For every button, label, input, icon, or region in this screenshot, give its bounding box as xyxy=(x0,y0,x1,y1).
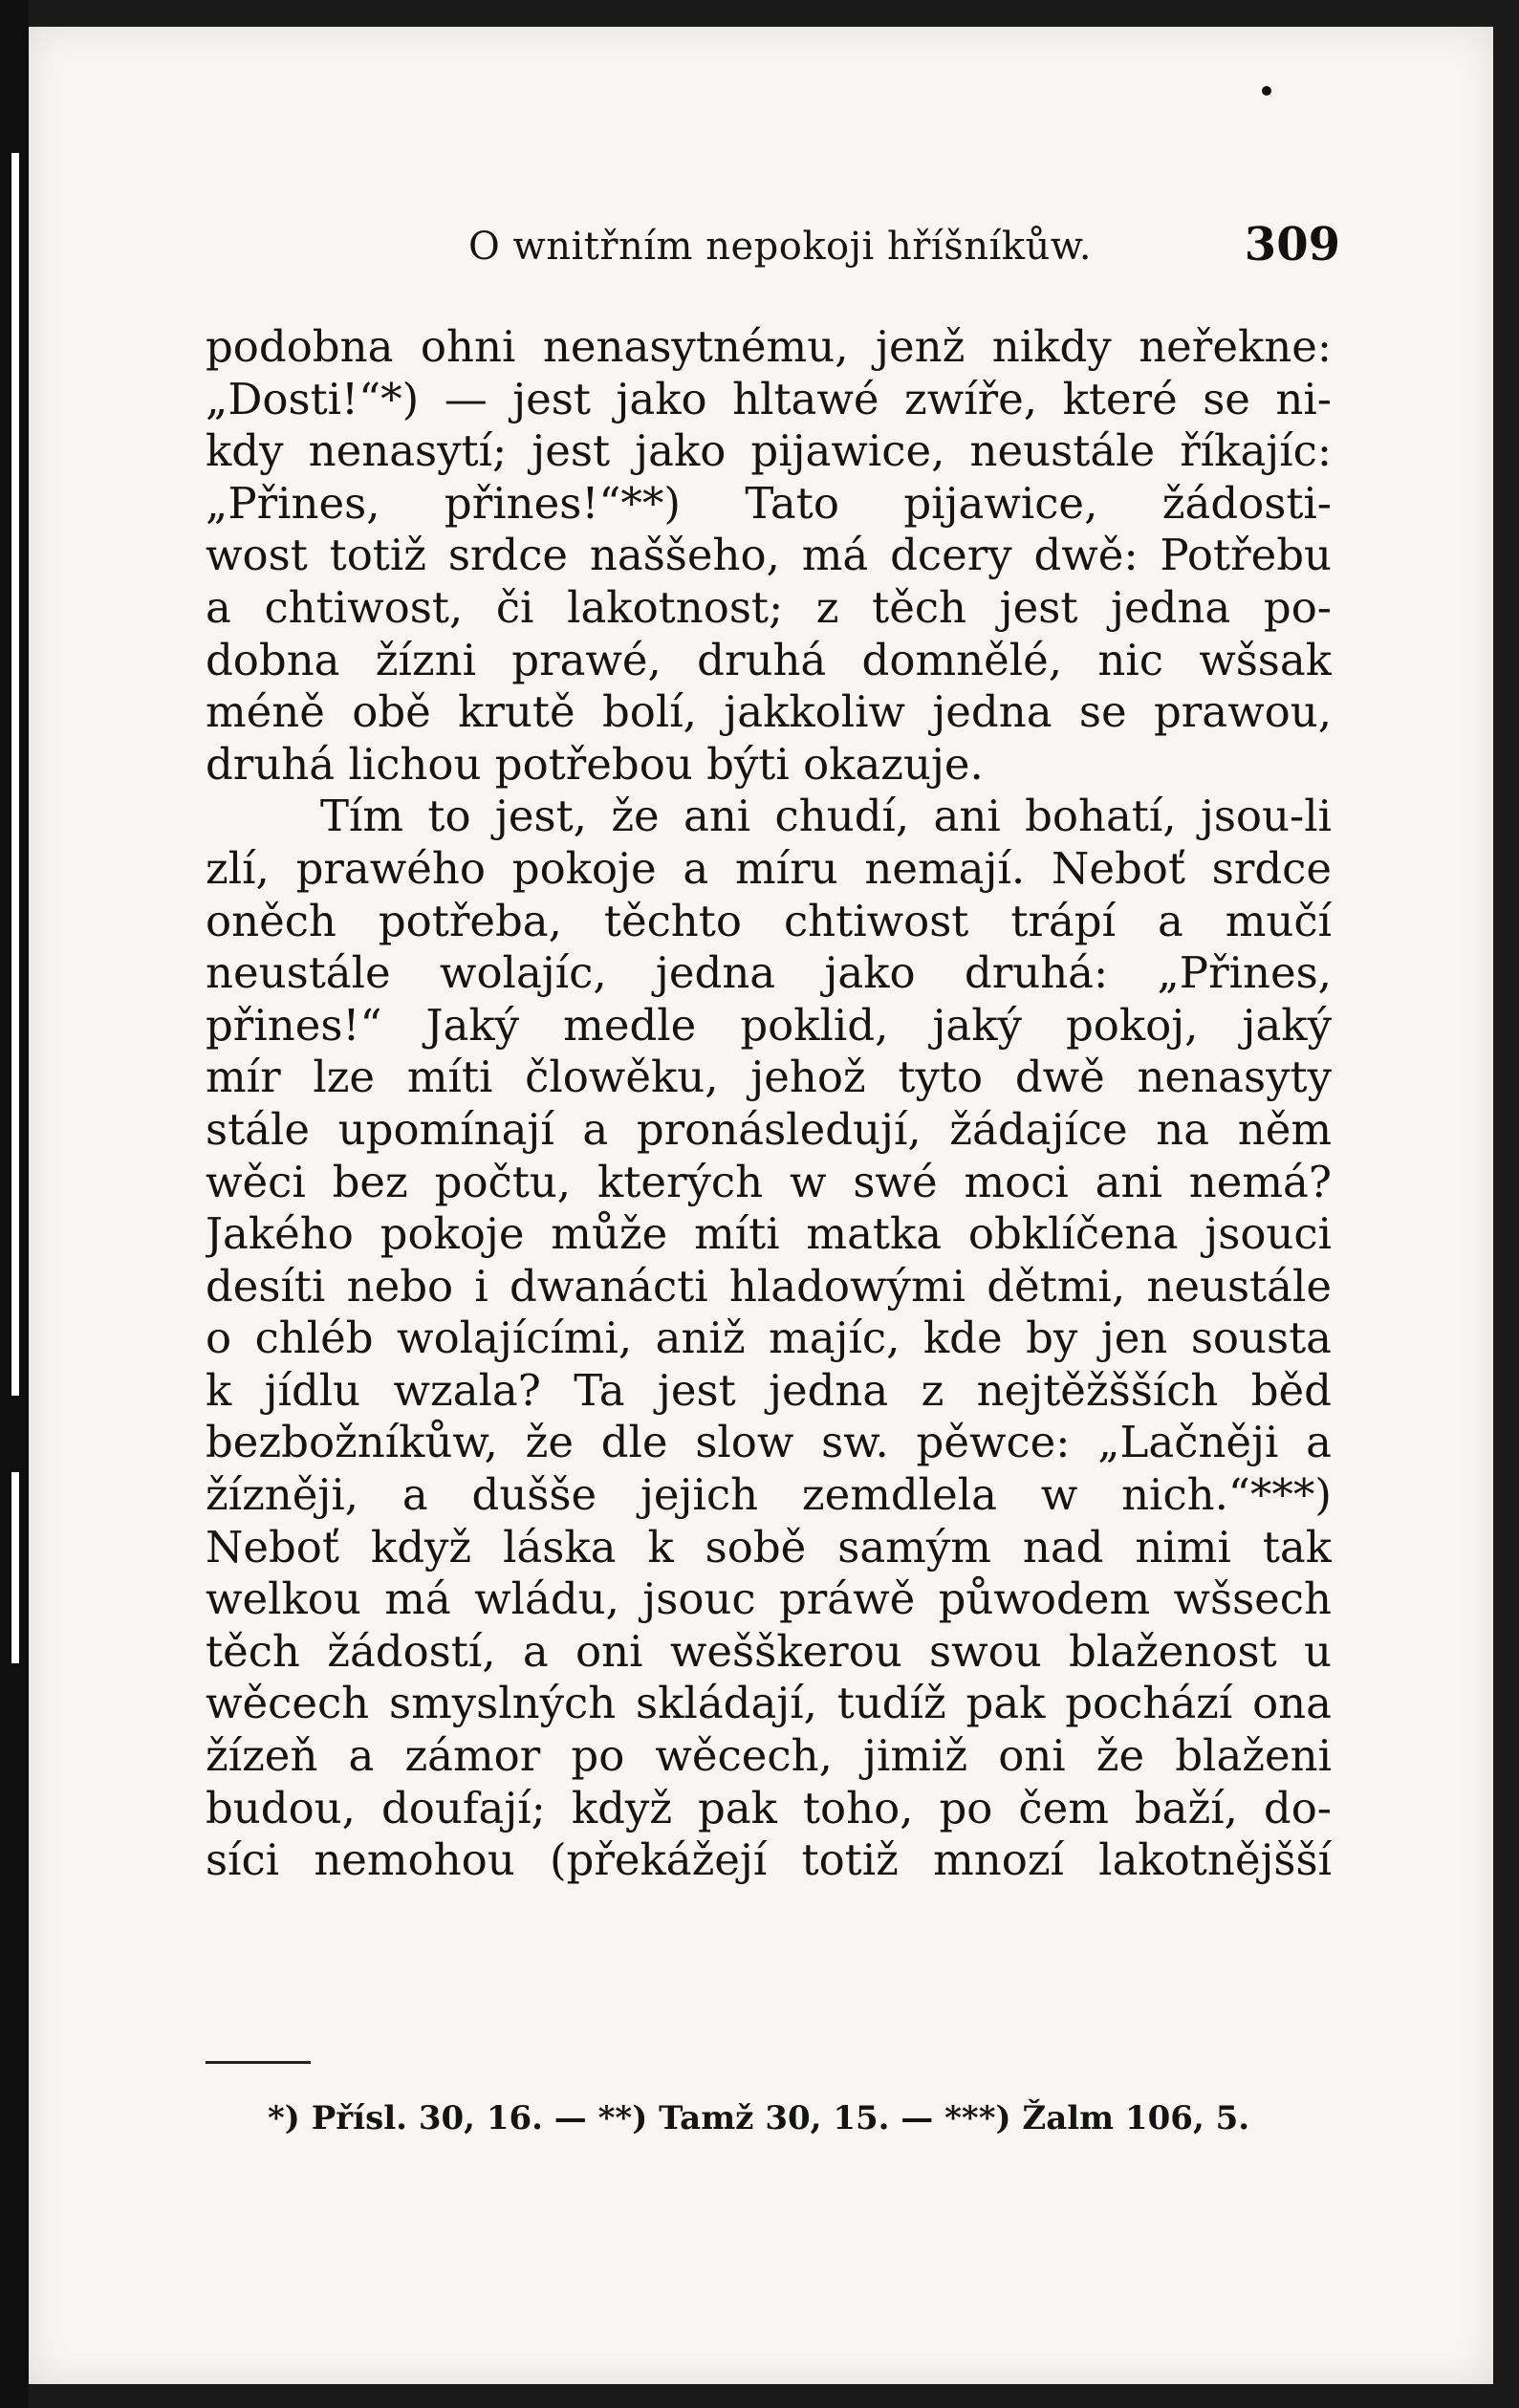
text-line: welkou má wládu, jsouc práwě půwodem wšsech xyxy=(206,1573,1332,1625)
text-line: „Dosti!“*) — jest jako hltawé zwíře, které se ni- xyxy=(206,373,1332,424)
book-page xyxy=(29,27,1493,2384)
binding-highlight xyxy=(11,153,19,1396)
text-line: přines!“ Jaký medle poklid, jaký pokoj, jaký xyxy=(206,999,1332,1051)
text-line: kdy nenasytí; jest jako pijawice, neustále říkajíc: xyxy=(206,425,1332,477)
text-line: méně obě krutě bolí, jakkoliw jedna se prawou, xyxy=(206,686,1332,738)
text-line: o chléb wolajícími, aniž majíc, kde by jen sousta xyxy=(206,1312,1332,1364)
text-line: neustále wolajíc, jedna jako druhá: „Přines, xyxy=(206,947,1332,999)
text-line: zlí, prawého pokoje a míru nemají. Neboť srdce xyxy=(206,842,1332,894)
text-line-paragraph-start: Tím to jest, že ani chudí, ani bohatí, jsou-li xyxy=(320,791,1332,842)
footnote-rule xyxy=(206,2061,311,2064)
text-line: druhá lichou potřebou býti okazuje. xyxy=(206,738,984,790)
footnotes: *) Přísl. 30, 16. — **) Tamž 30, 15. — ***) Žalm 106, 5. xyxy=(268,2099,1250,2137)
text-line: Jakého pokoje může míti matka obklíčena jsouci xyxy=(206,1208,1332,1260)
page-header xyxy=(29,218,1493,285)
body-text xyxy=(206,321,1332,1887)
text-line: budou, doufají; když pak toho, po čem baží, do- xyxy=(206,1782,1332,1833)
text-line: stále upomínají a pronásledují, žádajíce na něm xyxy=(206,1103,1332,1155)
text-line: k jídlu wzala? Ta jest jedna z nejtěžšších běd xyxy=(206,1364,1332,1416)
text-line: žízněji, a dušše jejich zemdlela w nich.“***) xyxy=(206,1469,1332,1521)
scan-left-edge xyxy=(0,0,29,2408)
page-number: 309 xyxy=(1244,218,1340,271)
text-line: bezbožníkůw, že dle slow sw. pěwce: „Lačněji a xyxy=(206,1417,1332,1468)
text-line: a chtiwost, či lakotnost; z těch jest jedna po- xyxy=(206,581,1332,633)
text-line: Neboť když láska k sobě samým nad nimi tak xyxy=(206,1521,1332,1573)
text-line: wěci bez počtu, kterých w swé moci ani nemá? xyxy=(206,1156,1332,1207)
text-line: těch žádostí, a oni wešškerou swou blaženost u xyxy=(206,1625,1332,1677)
ink-speck xyxy=(1262,86,1271,96)
text-line: wost totiž srdce naššeho, má dcery dwě: Potřebu xyxy=(206,530,1332,581)
text-line: oněch potřeba, těchto chtiwost trápí a mučí xyxy=(206,895,1332,946)
text-line: desíti nebo i dwanácti hladowými dětmi, neustále xyxy=(206,1260,1332,1312)
binding-highlight-lower xyxy=(11,1472,19,1663)
text-line: wěcech smyslných skládají, tudíž pak pochází ona xyxy=(206,1678,1332,1729)
text-line: „Přines, přines!“**) Tato pijawice, žádosti- xyxy=(206,477,1332,529)
text-line: síci nemohou (překážejí totiž mnozí lakotnějšší xyxy=(206,1834,1332,1886)
text-line: žízeň a zámor po wěcech, jimiž oni že blaženi xyxy=(206,1730,1332,1782)
text-line: dobna žízni prawé, druhá domnělé, nic wšsak xyxy=(206,634,1332,685)
text-line: mír lze míti člowěku, jehož tyto dwě nenasyty xyxy=(206,1052,1332,1103)
text-line: podobna ohni nenasytnému, jenž nikdy neřekne: xyxy=(206,321,1332,372)
running-title: O wnitřním nepokoji hříšníkůw. xyxy=(468,225,1093,269)
